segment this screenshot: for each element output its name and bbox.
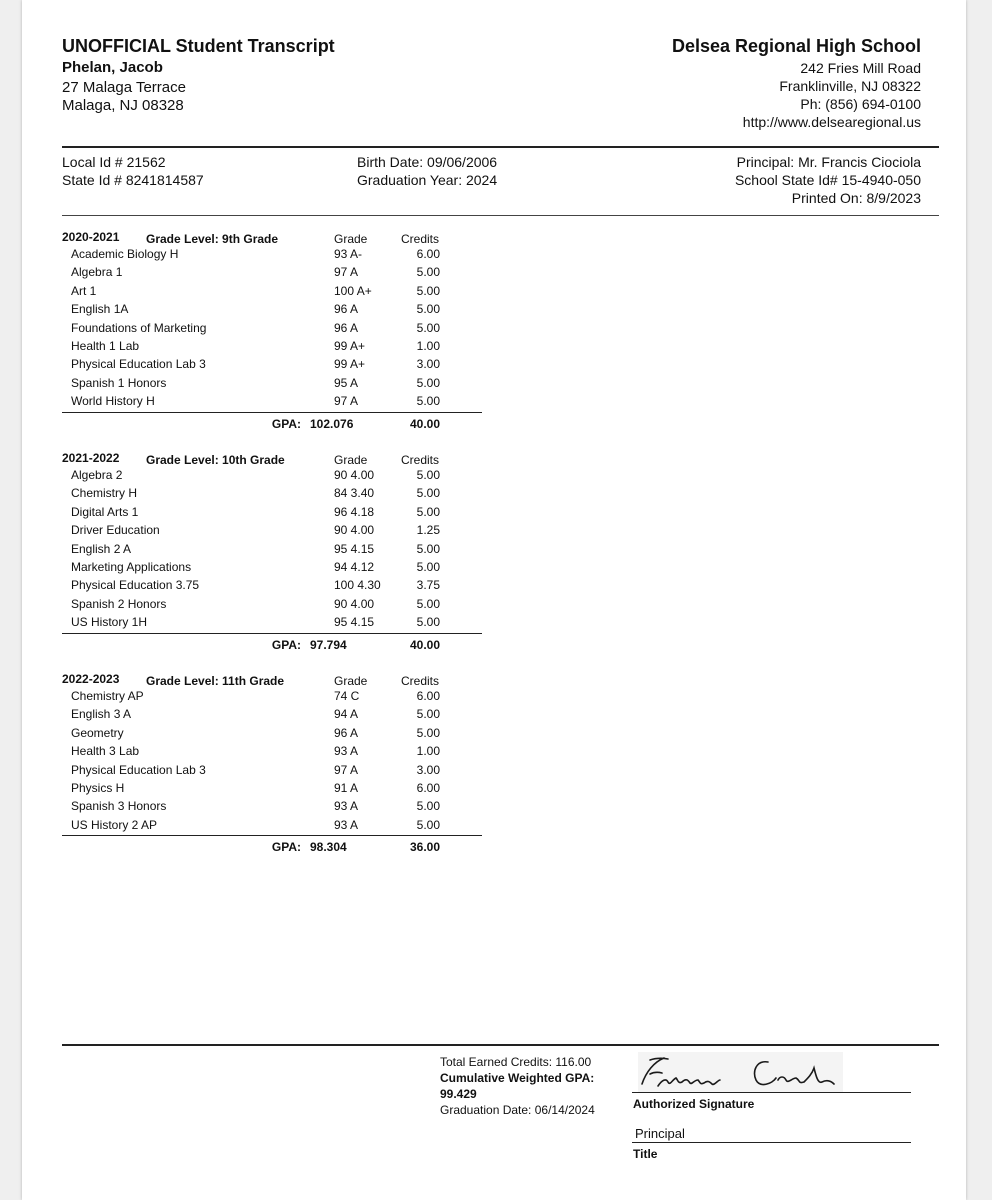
course-name: Chemistry AP xyxy=(71,689,144,703)
gpa-total-credits: 40.00 xyxy=(409,416,440,431)
course-row xyxy=(62,614,482,632)
course-credits: 5.00 xyxy=(416,283,440,298)
course-credits: 5.00 xyxy=(416,394,440,409)
course-row xyxy=(62,264,482,282)
course-credits: 3.00 xyxy=(416,357,440,372)
authorized-signature-label: Authorized Signature xyxy=(633,1097,755,1111)
course-row xyxy=(62,596,482,614)
credits-column-header: Credits xyxy=(401,453,440,467)
school-phone: Ph: (856) 694-0100 xyxy=(800,96,921,112)
course-credits: 5.00 xyxy=(416,302,440,317)
course-name: Geometry xyxy=(71,725,124,740)
course-credits: 5.00 xyxy=(416,817,440,832)
course-row xyxy=(62,743,482,761)
printed-on: Printed On: 8/9/2023 xyxy=(791,190,921,206)
course-name: Spanish 2 Honors xyxy=(71,596,167,611)
header-divider xyxy=(62,146,939,148)
course-credits: 5.00 xyxy=(416,596,440,611)
course-name: Foundations of Marketing xyxy=(71,320,207,335)
course-credits: 5.00 xyxy=(416,707,440,722)
student-name: Phelan, Jacob xyxy=(62,59,163,76)
course-grade: 95 A xyxy=(334,375,359,390)
course-row xyxy=(62,338,482,356)
course-credits: 5.00 xyxy=(416,615,440,630)
transcript-title: UNOFFICIAL Student Transcript xyxy=(62,36,335,56)
graduation-year: Graduation Year: 2024 xyxy=(357,172,498,188)
course-grade: 96 A xyxy=(334,725,359,740)
grade-column-header: Grade xyxy=(334,232,368,246)
course-row xyxy=(62,283,482,301)
student-address-line1: 27 Malaga Terrace xyxy=(62,79,186,96)
total-earned-credits: Total Earned Credits: 116.00 xyxy=(440,1055,592,1069)
course-name: Marketing Applications xyxy=(71,559,192,574)
school-year: 2021-2022 xyxy=(62,451,120,465)
course-row xyxy=(62,762,482,780)
course-credits: 5.00 xyxy=(416,559,440,574)
year-block-2022-2023 xyxy=(62,672,482,856)
course-row xyxy=(62,301,482,319)
gpa-value: 98.304 xyxy=(310,840,347,855)
course-grade: 97 A xyxy=(334,394,359,409)
course-credits: 1.00 xyxy=(416,338,440,353)
course-name: Physics H xyxy=(71,780,125,795)
course-row xyxy=(62,485,482,503)
course-row xyxy=(62,798,482,816)
birth-date: Birth Date: 09/06/2006 xyxy=(357,154,498,170)
school-address-line1: 242 Fries Mill Road xyxy=(800,60,921,76)
course-name: US History 1H xyxy=(71,615,148,630)
footer-divider xyxy=(62,1044,939,1046)
course-credits: 5.00 xyxy=(416,799,440,814)
school-address-line2: Franklinville, NJ 08322 xyxy=(779,78,921,94)
course-name: Algebra 1 xyxy=(71,265,123,280)
course-name: Health 3 Lab xyxy=(71,744,140,759)
course-name: Physical Education Lab 3 xyxy=(71,357,206,372)
school-year: 2020-2021 xyxy=(62,230,120,244)
graduation-date: Graduation Date: 06/14/2024 xyxy=(440,1103,595,1117)
year-header xyxy=(62,672,482,688)
course-name: Academic Biology H xyxy=(71,247,179,261)
school-website: http://www.delsearegional.us xyxy=(742,114,921,130)
gpa-label: GPA: xyxy=(271,840,301,855)
course-row xyxy=(62,375,482,393)
grade-column-header: Grade xyxy=(334,674,368,688)
course-row xyxy=(62,780,482,798)
course-grade: 90 4.00 xyxy=(334,468,375,482)
course-row xyxy=(62,688,482,706)
course-name: Physical Education Lab 3 xyxy=(71,762,206,777)
student-address-line2: Malaga, NJ 08328 xyxy=(62,97,184,114)
grade-level: Grade Level: 10th Grade xyxy=(146,453,285,467)
course-row xyxy=(62,504,482,522)
course-row xyxy=(62,541,482,559)
course-name: Health 1 Lab xyxy=(71,338,140,353)
course-credits: 3.00 xyxy=(416,762,440,777)
cumulative-gpa-label: Cumulative Weighted GPA: xyxy=(440,1071,595,1085)
course-grade: 93 A xyxy=(334,799,359,814)
signature-line xyxy=(632,1092,911,1093)
year-block-2021-2022 xyxy=(62,451,482,654)
course-credits: 1.00 xyxy=(416,744,440,759)
course-grade: 96 A xyxy=(334,302,359,317)
title-value: Principal xyxy=(635,1126,685,1141)
course-grade: 74 C xyxy=(334,689,360,703)
school-state-id: School State Id# 15-4940-050 xyxy=(734,172,921,188)
course-grade: 99 A+ xyxy=(334,357,366,372)
course-credits: 5.00 xyxy=(416,375,440,390)
course-credits: 3.75 xyxy=(416,578,440,593)
year-header xyxy=(62,230,482,246)
gpa-label: GPA: xyxy=(271,637,301,652)
course-grade: 93 A xyxy=(334,744,359,759)
course-grade: 96 4.18 xyxy=(334,504,375,519)
course-credits: 5.00 xyxy=(416,486,440,501)
course-name: English 1A xyxy=(71,302,129,317)
grade-level: Grade Level: 11th Grade xyxy=(146,674,285,688)
credits-column-header: Credits xyxy=(401,674,440,688)
course-row xyxy=(62,246,482,264)
course-row xyxy=(62,559,482,577)
course-grade: 100 A+ xyxy=(334,283,372,298)
school-name: Delsea Regional High School xyxy=(671,36,921,56)
course-name: English 3 A xyxy=(71,707,132,722)
grade-column-header: Grade xyxy=(334,453,368,467)
title-label: Title xyxy=(633,1147,658,1161)
course-grade: 84 3.40 xyxy=(334,486,375,501)
grade-level: Grade Level: 9th Grade xyxy=(146,232,279,246)
course-name: Chemistry H xyxy=(71,486,138,501)
course-credits: 5.00 xyxy=(416,541,440,556)
course-grade: 99 A+ xyxy=(334,338,366,353)
course-credits: 6.00 xyxy=(416,689,440,703)
principal: Principal: Mr. Francis Ciociola xyxy=(736,154,921,170)
gpa-row xyxy=(62,412,482,433)
school-year: 2022-2023 xyxy=(62,672,120,686)
course-row xyxy=(62,817,482,835)
course-name: Spanish 1 Honors xyxy=(71,375,167,390)
state-id: State Id # 8241814587 xyxy=(62,172,204,188)
course-row xyxy=(62,393,482,411)
course-grade: 93 A xyxy=(334,817,359,832)
course-row xyxy=(62,577,482,595)
course-grade: 93 A- xyxy=(334,247,363,261)
course-grade: 96 A xyxy=(334,320,359,335)
course-name: English 2 A xyxy=(71,541,132,556)
course-name: Driver Education xyxy=(71,523,160,538)
year-header xyxy=(62,451,482,467)
course-credits: 6.00 xyxy=(416,780,440,795)
course-name: US History 2 AP xyxy=(71,817,158,832)
title-line xyxy=(632,1142,911,1143)
course-row xyxy=(62,522,482,540)
course-name: Art 1 xyxy=(71,283,97,298)
course-grade: 95 4.15 xyxy=(334,541,375,556)
course-row xyxy=(62,706,482,724)
course-grade: 94 4.12 xyxy=(334,559,375,574)
gpa-value: 102.076 xyxy=(310,416,354,431)
course-credits: 5.00 xyxy=(416,504,440,519)
course-grade: 95 4.15 xyxy=(334,615,375,630)
course-name: World History H xyxy=(71,394,155,409)
course-grade: 90 4.00 xyxy=(334,596,375,611)
course-grade: 97 A xyxy=(334,265,359,280)
course-credits: 1.25 xyxy=(416,523,440,538)
gpa-label: GPA: xyxy=(271,416,301,431)
gpa-total-credits: 40.00 xyxy=(409,637,440,652)
course-row xyxy=(62,356,482,374)
gpa-row xyxy=(62,633,482,654)
course-grade: 94 A xyxy=(334,707,359,722)
course-name: Digital Arts 1 xyxy=(71,504,139,519)
course-name: Physical Education 3.75 xyxy=(71,578,200,593)
course-grade: 97 A xyxy=(334,762,359,777)
year-block-2020-2021 xyxy=(62,230,482,433)
course-row xyxy=(62,467,482,485)
gpa-total-credits: 36.00 xyxy=(409,840,440,855)
credits-column-header: Credits xyxy=(401,232,440,246)
course-name: Algebra 2 xyxy=(71,468,123,482)
course-grade: 91 A xyxy=(334,780,359,795)
info-divider xyxy=(62,215,939,216)
local-id: Local Id # 21562 xyxy=(62,154,166,170)
transcript-page xyxy=(22,0,966,1200)
course-credits: 5.00 xyxy=(416,320,440,335)
course-credits: 5.00 xyxy=(416,468,440,482)
course-row xyxy=(62,725,482,743)
gpa-value: 97.794 xyxy=(310,637,347,652)
gpa-row xyxy=(62,835,482,856)
cumulative-gpa-value: 99.429 xyxy=(440,1087,477,1101)
course-credits: 5.00 xyxy=(416,265,440,280)
course-name: Spanish 3 Honors xyxy=(71,799,167,814)
course-credits: 5.00 xyxy=(416,725,440,740)
course-grade: 100 4.30 xyxy=(334,578,381,593)
course-grade: 90 4.00 xyxy=(334,523,375,538)
course-row xyxy=(62,320,482,338)
course-credits: 6.00 xyxy=(416,247,440,261)
signature-image xyxy=(628,1050,848,1094)
